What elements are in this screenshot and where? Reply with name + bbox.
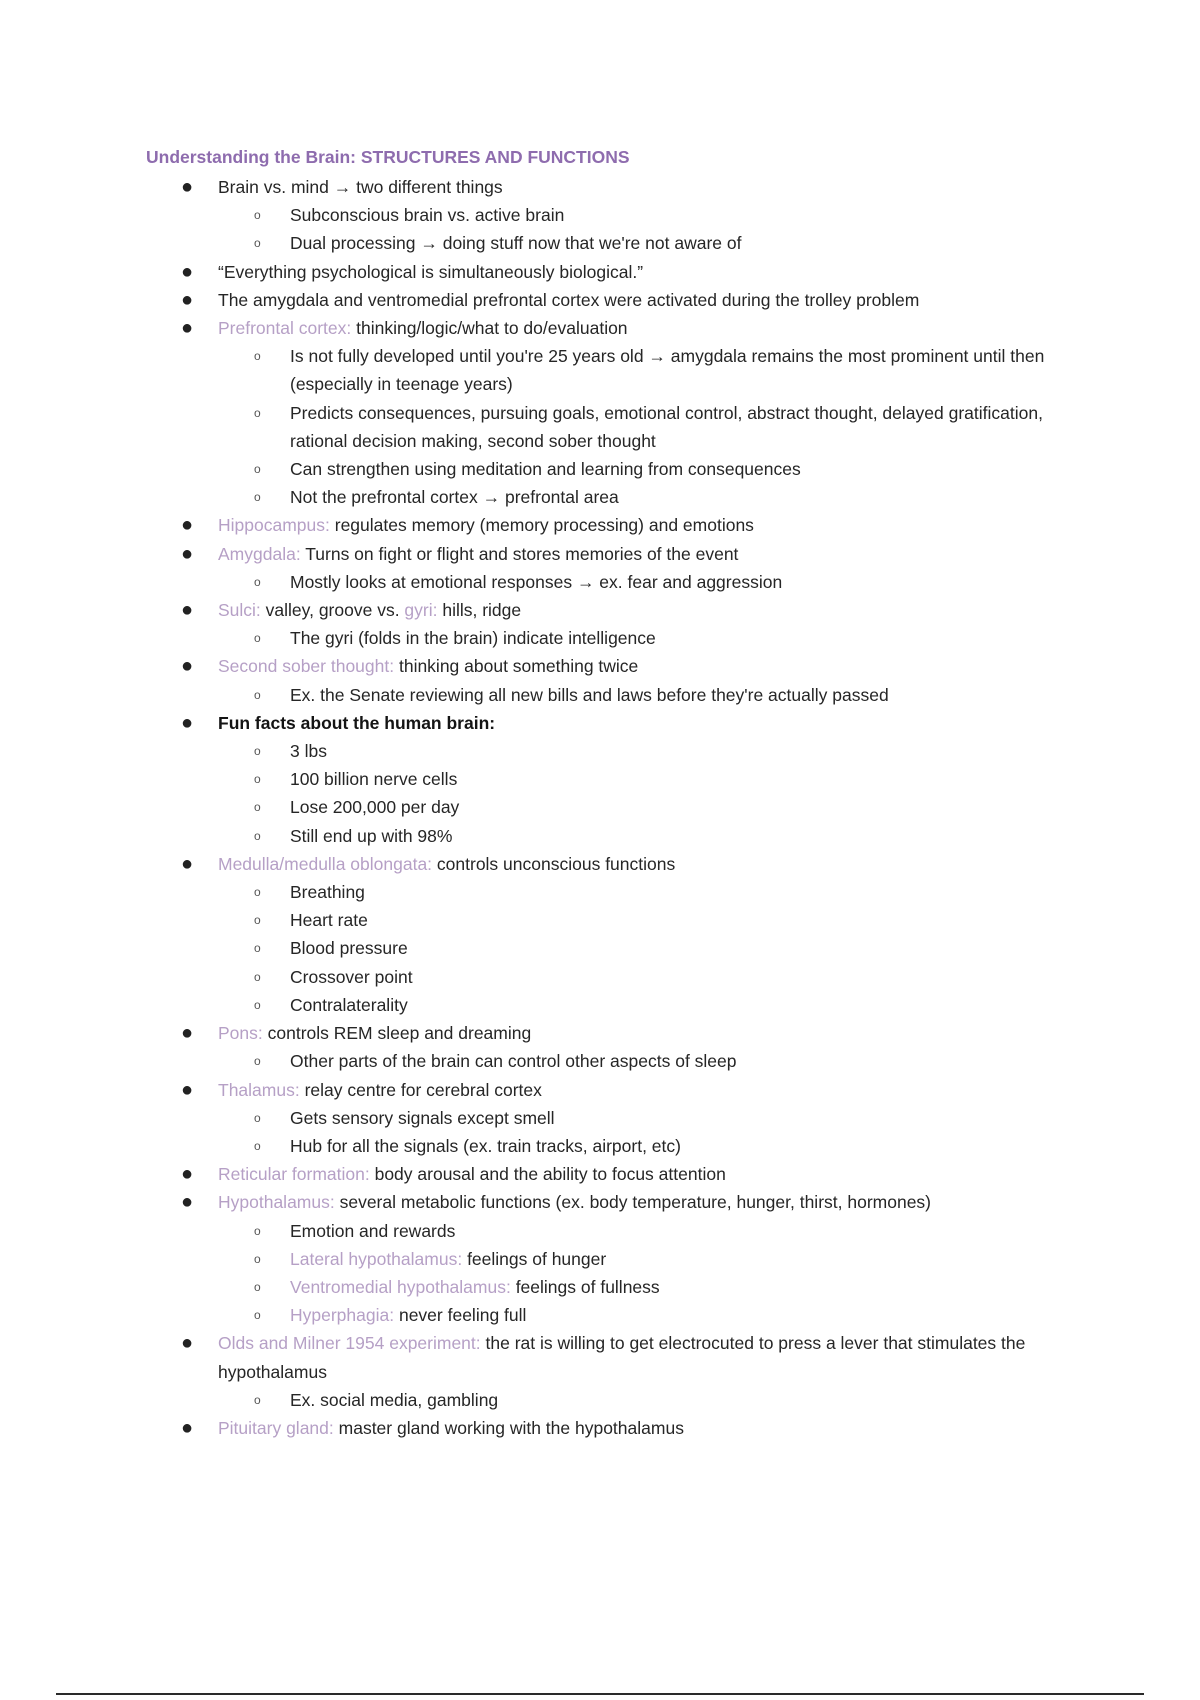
filled-bullet-icon: ● [181, 514, 194, 537]
hollow-bullet-icon: o [254, 941, 261, 956]
hollow-bullet-icon: o [254, 631, 261, 646]
item-text: Lose 200,000 per day [290, 797, 460, 818]
item-text: relay centre for cerebral cortex [299, 1079, 542, 1100]
item-text: Not the prefrontal cortex → prefrontal area [290, 487, 619, 508]
item-text: Blood pressure [290, 938, 408, 959]
hollow-bullet-icon: o [254, 1054, 261, 1069]
item-text: Is not fully developed until you're 25 years old → amygdala remains the most prominent until then (especially in teenage years) [290, 346, 1045, 395]
sub-list-item [0, 229, 1200, 257]
term-label: Hypothalamus: [218, 1192, 335, 1213]
item-text: Fun facts about the human brain: [218, 712, 496, 733]
filled-bullet-icon: ● [181, 1416, 194, 1439]
term-label: Amygdala: [218, 543, 301, 564]
item-text: regulates memory (memory processing) and emotions [329, 515, 754, 536]
hollow-bullet-icon: o [254, 1110, 261, 1125]
hollow-bullet-icon: o [254, 1223, 261, 1238]
item-text: Turns on fight or flight and stores memories of the event [300, 543, 739, 564]
list-item [0, 258, 1200, 286]
term-label: Hyperphagia: [290, 1305, 395, 1326]
footer-divider [56, 1693, 1144, 1695]
item-text: Subconscious brain vs. active brain [290, 205, 565, 226]
list-item [0, 1188, 1200, 1216]
sub-list-item [0, 1245, 1200, 1273]
term-label: Hippocampus: [218, 515, 330, 536]
hollow-bullet-icon: o [254, 1392, 261, 1407]
list-item [0, 1160, 1200, 1188]
hollow-bullet-icon: o [254, 1279, 261, 1294]
hollow-bullet-icon: o [254, 969, 261, 984]
sub-list-item [0, 1217, 1200, 1245]
filled-bullet-icon: ● [181, 1332, 194, 1355]
term-label: Ventromedial hypothalamus: [290, 1276, 511, 1297]
hollow-bullet-icon: o [254, 885, 261, 900]
list-item [0, 1414, 1200, 1442]
hollow-bullet-icon: o [254, 687, 261, 702]
filled-bullet-icon: ● [181, 711, 194, 734]
item-text: Heart rate [290, 910, 368, 931]
item-text: Predicts consequences, pursuing goals, emotional control, abstract thought, delayed gratification, rational decision making, second sober thought [290, 402, 1043, 451]
filled-bullet-icon: ● [181, 599, 194, 622]
hollow-bullet-icon: o [254, 490, 261, 505]
term-label: Pituitary gland: [218, 1417, 334, 1438]
sub-list-item [0, 1132, 1200, 1160]
item-text: Ex. social media, gambling [290, 1389, 499, 1410]
document-title: Understanding the Brain: STRUCTURES AND FUNCTIONS [146, 147, 630, 167]
hollow-bullet-icon: o [254, 1138, 261, 1153]
item-text: Other parts of the brain can control other aspects of sleep [290, 1051, 737, 1072]
item-text: thinking about something twice [394, 656, 639, 677]
sub-list-item [0, 624, 1200, 652]
term-label: gyri: [404, 600, 438, 621]
item-text: Breathing [290, 882, 365, 903]
term-label: Thalamus: [218, 1079, 300, 1100]
term-label: Medulla/medulla oblongata: [218, 853, 433, 874]
hollow-bullet-icon: o [254, 236, 261, 251]
hollow-bullet-icon: o [254, 772, 261, 787]
filled-bullet-icon: ● [181, 1191, 194, 1214]
list-item [0, 1076, 1200, 1104]
list-item [0, 850, 1200, 878]
filled-bullet-icon: ● [181, 1163, 194, 1186]
term-label: Pons: [218, 1023, 263, 1044]
item-text: Contralaterality [290, 994, 408, 1015]
hollow-bullet-icon: o [254, 997, 261, 1012]
sub-list-item [0, 399, 1200, 455]
term-label: Second sober thought: [218, 656, 395, 677]
item-text: Mostly looks at emotional responses → ex. fear and aggression [290, 571, 783, 592]
filled-bullet-icon: ● [181, 1078, 194, 1101]
hollow-bullet-icon: o [254, 1308, 261, 1323]
hollow-bullet-icon: o [254, 462, 261, 477]
item-text: controls unconscious functions [432, 853, 676, 874]
item-text: Hub for all the signals (ex. train tracks, airport, etc) [290, 1135, 681, 1156]
list-item [0, 1019, 1200, 1047]
list-item [0, 511, 1200, 539]
item-text: feelings of hunger [462, 1248, 607, 1269]
item-text: valley, groove vs. [260, 600, 405, 621]
list-item [0, 709, 1200, 737]
item-text: Ex. the Senate reviewing all new bills and laws before they're actually passed [290, 684, 889, 705]
term-label: Reticular formation: [218, 1164, 370, 1185]
sub-list-item [0, 342, 1200, 398]
sub-list-item [0, 1104, 1200, 1132]
filled-bullet-icon: ● [181, 542, 194, 565]
filled-bullet-icon: ● [181, 317, 194, 340]
item-text: never feeling full [394, 1305, 527, 1326]
item-text: 100 billion nerve cells [290, 769, 458, 790]
list-item [0, 1329, 1200, 1385]
item-text: Emotion and rewards [290, 1220, 456, 1241]
term-label: Prefrontal cortex: [218, 318, 352, 339]
list-item [0, 652, 1200, 680]
hollow-bullet-icon: o [254, 744, 261, 759]
sub-list-item [0, 793, 1200, 821]
hollow-bullet-icon: o [254, 828, 261, 843]
sub-list-item [0, 483, 1200, 511]
term-label: Olds and Milner 1954 experiment: [218, 1333, 481, 1354]
sub-list-item [0, 934, 1200, 962]
filled-bullet-icon: ● [181, 288, 194, 311]
sub-list-item [0, 1386, 1200, 1414]
filled-bullet-icon: ● [181, 852, 194, 875]
hollow-bullet-icon: o [254, 405, 261, 420]
filled-bullet-icon: ● [181, 655, 194, 678]
item-text: Crossover point [290, 966, 413, 987]
item-text: 3 lbs [290, 741, 327, 762]
sub-list-item [0, 765, 1200, 793]
item-text: the rat is willing to get electrocuted to press a lever that stimulates the hypothalamus [218, 1333, 1026, 1382]
hollow-bullet-icon: o [254, 913, 261, 928]
list-item [0, 314, 1200, 342]
filled-bullet-icon: ● [181, 1022, 194, 1045]
sub-list-item [0, 681, 1200, 709]
item-text: Can strengthen using meditation and learning from consequences [290, 459, 801, 480]
term-label: Lateral hypothalamus: [290, 1248, 463, 1269]
item-text: body arousal and the ability to focus attention [369, 1164, 726, 1185]
notes-outline [0, 173, 1200, 1442]
item-text: Brain vs. mind → two different things [218, 177, 503, 197]
term-label: Sulci: [218, 600, 261, 621]
item-text: Dual processing → doing stuff now that we're not aware of [290, 233, 742, 254]
item-text: The amygdala and ventromedial prefrontal cortex were activated during the trolley problem [218, 289, 920, 310]
sub-list-item [0, 455, 1200, 483]
sub-list-item [0, 991, 1200, 1019]
item-text: several metabolic functions (ex. body temperature, hunger, thirst, hormones) [334, 1192, 931, 1213]
list-item [0, 173, 1200, 201]
sub-list-item [0, 1301, 1200, 1329]
hollow-bullet-icon: o [254, 574, 261, 589]
sub-list-item [0, 737, 1200, 765]
list-item [0, 540, 1200, 568]
sub-list-item [0, 822, 1200, 850]
hollow-bullet-icon: o [254, 800, 261, 815]
hollow-bullet-icon: o [254, 349, 261, 364]
list-item [0, 596, 1200, 624]
sub-list-item [0, 568, 1200, 596]
item-text: master gland working with the hypothalamus [333, 1417, 684, 1438]
item-text: The gyri (folds in the brain) indicate intelligence [290, 628, 656, 649]
sub-list-item [0, 1273, 1200, 1301]
filled-bullet-icon: ● [181, 176, 194, 198]
sub-list-item [0, 201, 1200, 229]
filled-bullet-icon: ● [181, 260, 194, 283]
item-text: thinking/logic/what to do/evaluation [351, 318, 628, 339]
sub-list-item [0, 963, 1200, 991]
item-text: feelings of fullness [510, 1276, 660, 1297]
hollow-bullet-icon: o [254, 208, 261, 223]
hollow-bullet-icon: o [254, 1251, 261, 1266]
item-text: hills, ridge [437, 600, 522, 621]
item-text: controls REM sleep and dreaming [262, 1023, 532, 1044]
sub-list-item [0, 1047, 1200, 1075]
list-item [0, 286, 1200, 314]
item-text: “Everything psychological is simultaneously biological.” [218, 261, 644, 282]
item-text: Still end up with 98% [290, 825, 453, 846]
sub-list-item [0, 878, 1200, 906]
item-text: Gets sensory signals except smell [290, 1107, 555, 1128]
sub-list-item [0, 906, 1200, 934]
